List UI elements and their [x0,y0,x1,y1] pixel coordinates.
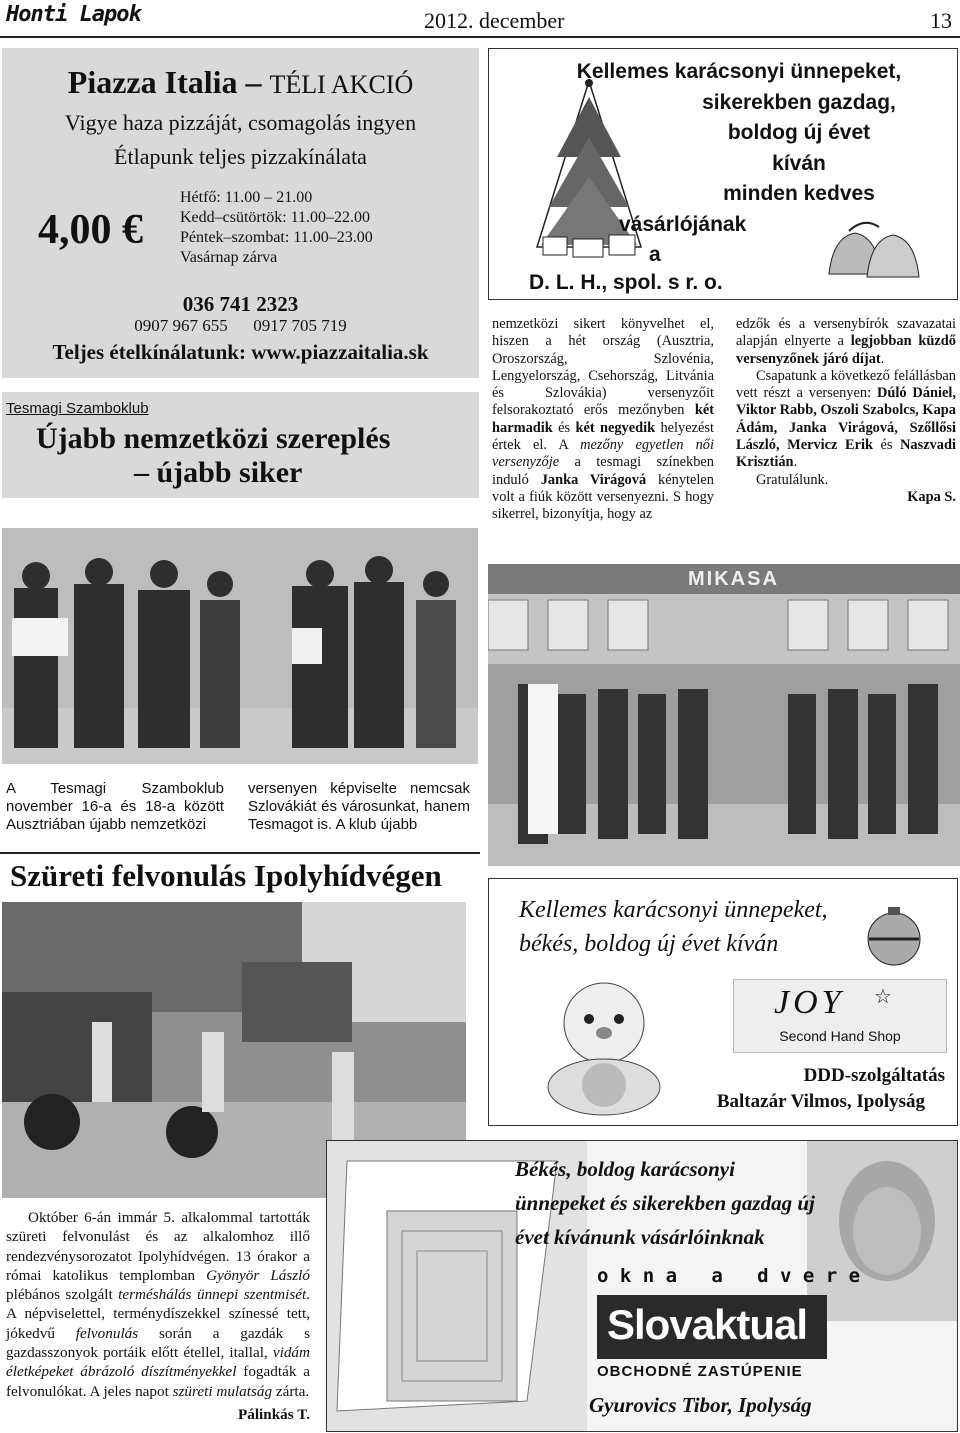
szambo-team-photo [2,528,478,764]
dlh-line: boldog új évet [727,121,871,144]
dlh-ad [488,48,958,300]
joy-company: DDD-szolgáltatás [803,1065,945,1086]
text-run: Csapatunk a következő felállásban vett részt a versenyen: [736,367,956,402]
dlh-line: kíván [772,151,826,175]
joy-shop-name: Second Hand Shop [779,1028,901,1044]
pizza-ad [2,48,479,378]
hours-line: Kedd–csütörtök: 11.00–22.00 [180,209,371,226]
bells-illustration [819,209,929,289]
szambo-headline-box [2,392,479,498]
dlh-line: minden kedves [723,182,875,205]
text-run-italic: szüreti mulatság [172,1382,273,1400]
szambo-col4 [736,316,956,506]
text-run: során a gazdák s gazdasszonyok portáik előtt étellel, itallal, [6,1324,310,1362]
hours-line: Péntek–szombat: 11.00–23.00 [180,229,373,246]
photo-placeholder-ceremony [488,564,960,866]
text-run-italic: Gyönyör László [206,1266,310,1284]
joy-logo-word: JOY [774,984,845,1021]
col4-author: Kapa S. [907,488,956,505]
pizza-title-dash: – [237,64,270,100]
pizza-line1: Vigye haza pizzáját, csomagolás ingyen [64,110,417,135]
text-run: edzők és a versenybírók szavazatai alapján elnyerte a [736,316,956,350]
pizza-hours [180,188,373,268]
szambo-col3 [492,316,714,524]
text-run: a tesmagi színekben induló [492,454,714,488]
ornament-icon [859,899,929,969]
window-profile-illustration [327,1141,587,1431]
text-run-italic: vidám életképeket ábrázoló díszítményekkel [6,1344,310,1381]
pizza-line2: Étlapunk teljes pizzakínálata [114,144,367,169]
photo-placeholder-team [2,528,478,764]
text-run-bold: két harmadik [492,402,714,436]
dlh-line: vásárlójának [619,212,747,236]
slovaktual-ad [326,1140,958,1432]
pizza-mobiles: 0907 967 655 0917 705 719 [134,316,347,335]
text-run: plébános szolgált [6,1286,119,1304]
szureti-text [6,1208,310,1424]
star-icon: ☆ [874,986,892,1008]
pizza-title [2,64,479,101]
slovaktual-owner: Gyurovics Tibor, Ipolyság [589,1393,812,1417]
pizza-brand: Piazza Italia [67,64,238,100]
pizza-phone: 036 741 2323 [182,292,299,316]
text-run: . [880,350,885,367]
text-run: . A népviselettel, terménydíszekkel színessé tett, jókedvű [6,1286,310,1342]
page-number: 13 [930,8,952,33]
joy-ad [488,878,958,1126]
text-run: Október 6-án immár 5. alkalommal tartották szüreti felvonulást és az alkalomhoz illő rendezvénysorozatot Ipolyhídvégen. 13 órakor a római katolikus templomban [6,1209,310,1284]
text-run: kénytelen volt a fiúk között versenyezni. S hogy sikerrel, bizonyítja, hogy az [492,471,714,523]
text-run-bold: Naszvadi Krisztián [736,437,956,471]
text-run-bold: Janka Virágová [540,471,647,488]
szureti-para [6,1208,310,1401]
text-run: . [793,454,798,471]
woman-photo-placeholder [807,1141,957,1321]
col4-para [736,316,956,368]
szureti-rule [0,852,480,854]
szambo-col2: versenyen képviselte nemcsak Szlovákiát és városunkat, hanem Tesmagot is. A klub újabb [248,780,470,833]
slovaktual-tagline: o k n a a d v e r e [597,1265,861,1287]
dlh-line: sikerekben gazdag, [702,90,896,114]
text-run: helyezést értek el. A [492,419,714,454]
dlh-company: D. L. H., spol. s r. o. [529,271,723,294]
slovaktual-greeting-2: ünnepeket és sikerekben gazdag új [515,1191,815,1215]
article-headline: Újabb nemzetközi szereplés [36,422,391,455]
hall-banner: MIKASA [688,568,779,590]
dlh-line: Kellemes karácsonyi ünnepeket, [576,60,902,83]
text-run: és [552,419,576,436]
joy-greeting-2: békés, boldog új évet kíván [519,931,779,957]
szureti-author: Pálinkás T. [237,1405,310,1423]
hours-line: Vasárnap zárva [180,249,278,266]
pizza-promo: TÉLI AKCIÓ [269,70,414,99]
text-run: zárta. [272,1382,310,1400]
text-run-italic: felvonulás [75,1324,139,1342]
joy-owner: Baltazár Vilmos, Ipolyság [716,1091,925,1112]
article-headline-2: – újabb siker [134,456,303,489]
szureti-headline: Szüreti felvonulás Ipolyhídvégen [10,858,442,893]
text-run: fogadták a felvonulókat. A jeles napot [6,1363,310,1400]
hours-line: Hétfő: 11.00 – 21.00 [180,189,313,206]
slovaktual-greeting-1: Békés, boldog karácsonyi [515,1157,735,1181]
text-run-italic: mezőny egyetlen női versenyzője [492,437,714,471]
header-rule [0,36,960,38]
szambo-ceremony-photo [488,564,960,866]
pizza-price: 4,00 € [38,207,143,253]
text-run-bold: Dúló Dániel, Viktor Rabb, Oszoli Szabolcs, Kapa Ádám, Janka Virágová, Szőllősi László, Mervicz Erik [736,385,957,454]
slovaktual-subtitle: OBCHODNÉ ZASTÚPENIE [597,1363,803,1380]
text-run-bold: legjobban küzdő versenyzőnek járó díjat [736,333,956,367]
text-run: és [872,437,901,454]
text-run: nemzetközi sikert könyvelhet el, hiszen a hét ország (Ausztria, Oroszország, Szlovénia, Lengyelország, Csehország, Litvánia és Szlovákia) versenyzőit felsorakoztató erős mezőnyben [492,316,714,419]
joy-greeting-1: Kellemes karácsonyi ünnepeket, [519,897,828,923]
issue-date: 2012. december [424,8,565,33]
col4-congrats: Gratulálunk. [756,471,829,488]
text-run-italic: terméshálás ünnepi szentmisét [118,1286,307,1304]
text-run-bold: két negyedik [575,419,656,436]
pizza-web: Teljes ételkínálatunk: www.piazzaitalia.sk [52,340,429,364]
szambo-col1: A Tesmagi Szamboklub november 16-a és 18-a között Ausztriában újabb nemzetközi [6,780,224,833]
masthead: Honti Lapok [6,2,141,27]
slovaktual-brand: Slovaktual [607,1301,808,1348]
joy-logo [733,979,947,1053]
slovaktual-logo [597,1295,827,1359]
slovaktual-greeting-3: évet kívánunk vásárlóinknak [515,1225,765,1249]
dlh-a: a [649,243,661,266]
col4-para [736,368,956,472]
article-kicker: Tesmagi Szamboklub [6,400,149,417]
